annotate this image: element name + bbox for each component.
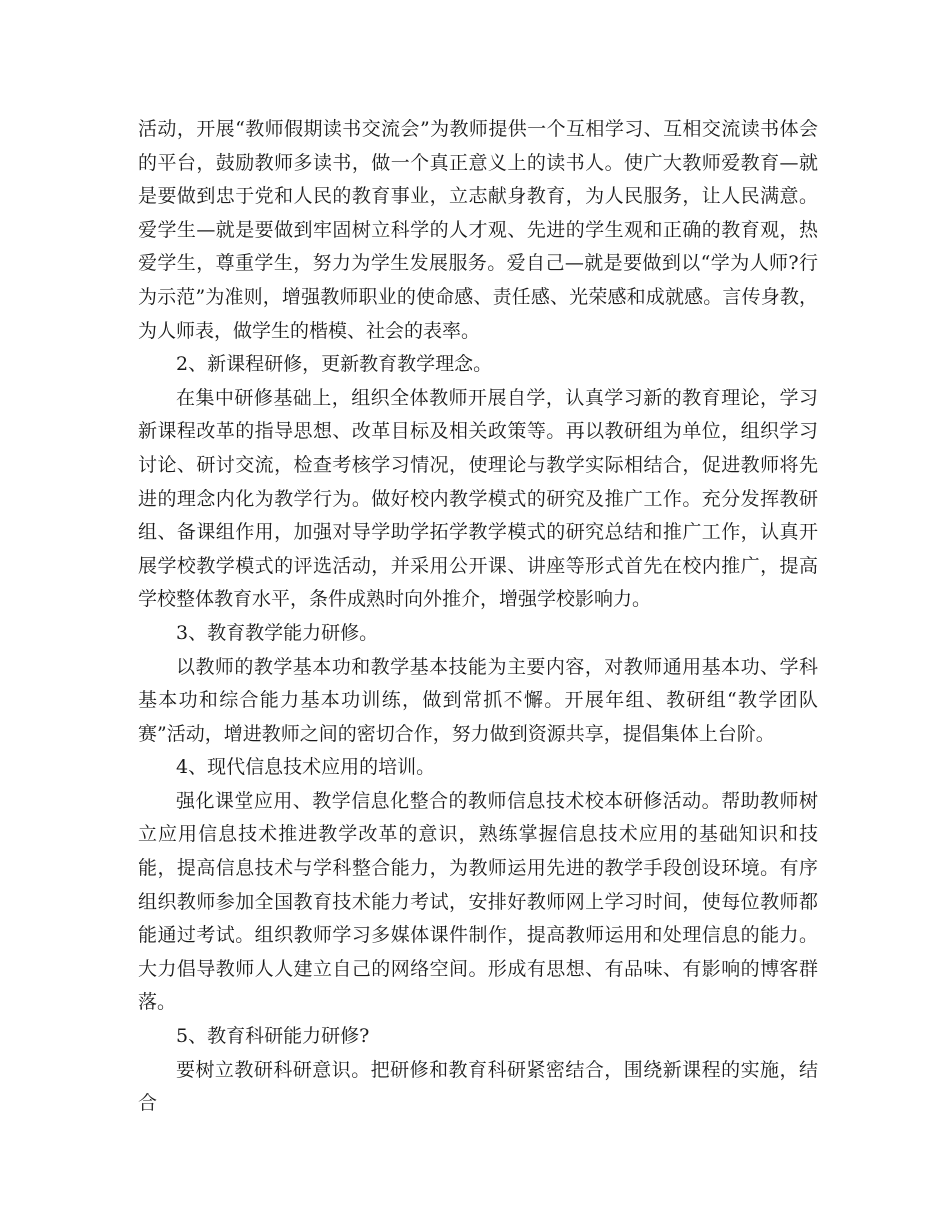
paragraph-continuation: 活动，开展“教师假期读书交流会”为教师提供一个互相学习、互相交流读书体会的平台，鼓励教师多读书，做一个真正意义上的读书人。使广大教师爱教育—就是要做到忠于党和人民的教育事业，立志献身教育，为人民服务，让人民满意。爱学生—就是要做到牢固树立科学的人才观、先进的学生观和正确的教育观，热爱学生，尊重学生，努力为学生发展服务。爱自己—就是要做到以“学为人师?行为示范”为准则，增强教师职业的使命感、责任感、光荣感和成就感。言传身教，为人师表，做学生的楷模、社会的表率。: [138, 118, 818, 342]
paragraph: 强化课堂应用、教学信息化整合的教师信息技术校本研修活动。帮助教师树立应用信息技术推进教学改革的意识，熟练掌握信息技术应用的基础知识和技能，提高信息技术与学科整合能力，为教师运用先进的教学手段创设环境。有序组织教师参加全国教育技术能力考试，安排好教师网上学习时间，使每位教师都能通过考试。组织教师学习多媒体课件制作，提高教师运用和处理信息的能力。大力倡导教师人人建立自己的网络空间。形成有思想、有品味、有影响的博客群落。: [138, 789, 818, 1014]
paragraph: 在集中研修基础上，组织全体教师开展自学，认真学习新的教育理论，学习新课程改革的指导思想、改革目标及相关政策等。再以教研组为单位，组织学习讨论、研讨交流，检查考核学习情况，使理论与教学实际相结合，促进教师将先进的理念内化为教学行为。做好校内教学模式的研究及推广工作。充分发挥教研组、备课组作用，加强对导学助学拓学教学模式的研究总结和推广工作，认真开展学校教学模式的评选活动，并采用公开课、讲座等形式首先在校内推广，提高学校整体教育水平，条件成熟时向外推介，增强学校影响力。: [138, 386, 818, 611]
paragraph: 以教师的教学基本功和教学基本技能为主要内容，对教师通用基本功、学科基本功和综合能力基本功训练，做到常抓不懈。开展年组、教研组“教学团队赛”活动，增进教师之间的密切合作，努力做到资源共享，提倡集体上台阶。: [138, 655, 818, 745]
section-heading-4: 4、现代信息技术应用的培训。: [176, 756, 436, 779]
document-body: [138, 113, 818, 1121]
section-heading-3: 3、教育教学能力研修。: [176, 621, 379, 644]
paragraph: 要树立教研科研意识。把研修和教育科研紧密结合，围绕新课程的实施，结合: [138, 1058, 818, 1115]
section-heading-2: 2、新课程研修，更新教育教学理念。: [176, 353, 493, 376]
section-heading-5: 5、教育科研能力研修?: [176, 1025, 370, 1048]
